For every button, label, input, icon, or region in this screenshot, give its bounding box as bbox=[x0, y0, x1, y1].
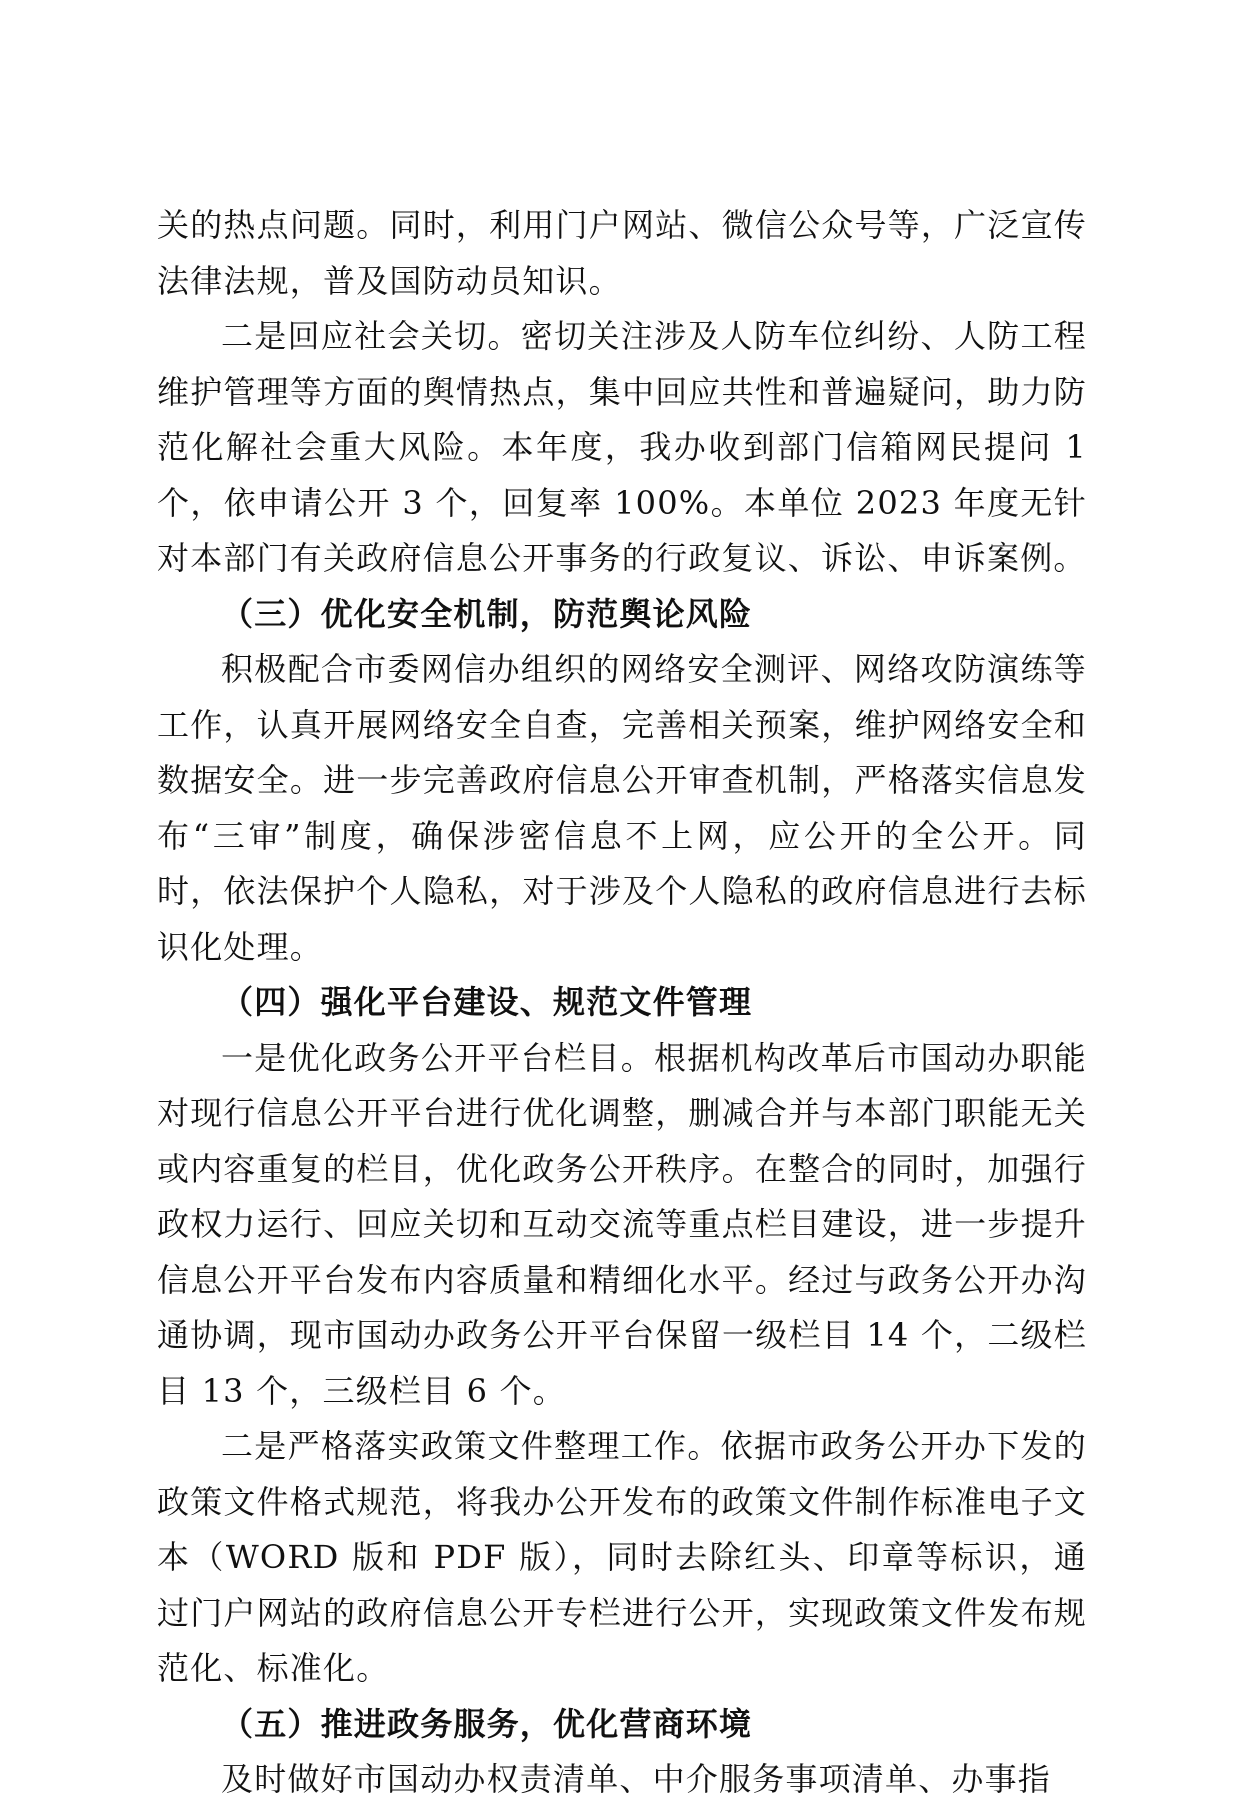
paragraph-policy-documents: 二是严格落实政策文件整理工作。依据市政务公开办下发的政策文件格式规范，将我办公开发布的政策文件制作标准电子文本（WORD 版和 PDF 版），同时去除红头、印章等标识，通过门户网站的政府信息公开专栏进行公开，实现政策文件发布规范化、标准化。 bbox=[157, 1427, 1087, 1687]
paragraph-hotspot-continuation: 关的热点问题。同时，利用门户网站、微信公众号等，广泛宣传法律法规，普及国防动员知识。 bbox=[157, 206, 1087, 300]
document-page bbox=[157, 198, 1087, 1808]
section-heading-3: （三）优化安全机制，防范舆论风险 bbox=[221, 594, 753, 633]
section-heading-4: （四）强化平台建设、规范文件管理 bbox=[221, 983, 753, 1021]
paragraph-security-mechanism: 积极配合市委网信办组织的网络安全测评、网络攻防演练等工作，认真开展网络安全自查，完善相关预案，维护网络安全和数据安全。进一步完善政府信息公开审查机制，严格落实信息发布“三审”制度，确保涉密信息不上网，应公开的全公开。同时，依法保护个人隐私，对于涉及个人隐私的政府信息进行去标识化处理。 bbox=[157, 650, 1087, 966]
paragraph-respond-social-concerns: 二是回应社会关切。密切关注涉及人防车位纠纷、人防工程维护管理等方面的舆情热点，集中回应共性和普遍疑问，助力防范化解社会重大风险。本年度，我办收到部门信箱网民提问 1 个，依申请公开 3 个，回复率 100%。本单位 2023 年度无针对本部门有关政府信息公开事务的行政复议、诉讼、申诉案例。 bbox=[157, 317, 1087, 577]
paragraph-government-services: 及时做好市国动办权责清单、中介服务事项清单、办事指 bbox=[221, 1760, 1052, 1798]
section-heading-5: （五）推进政务服务，优化营商环境 bbox=[221, 1704, 753, 1743]
paragraph-platform-columns: 一是优化政务公开平台栏目。根据机构改革后市国动办职能对现行信息公开平台进行优化调整，删减合并与本部门职能无关或内容重复的栏目，优化政务公开秩序。在整合的同时，加强行政权力运行、回应关切和互动交流等重点栏目建设，进一步提升信息公开平台发布内容质量和精细化水平。经过与政务公开办沟通协调，现市国动办政务公开平台保留一级栏目 14 个，二级栏目 13 个，三级栏目 6 个。 bbox=[157, 1038, 1087, 1410]
